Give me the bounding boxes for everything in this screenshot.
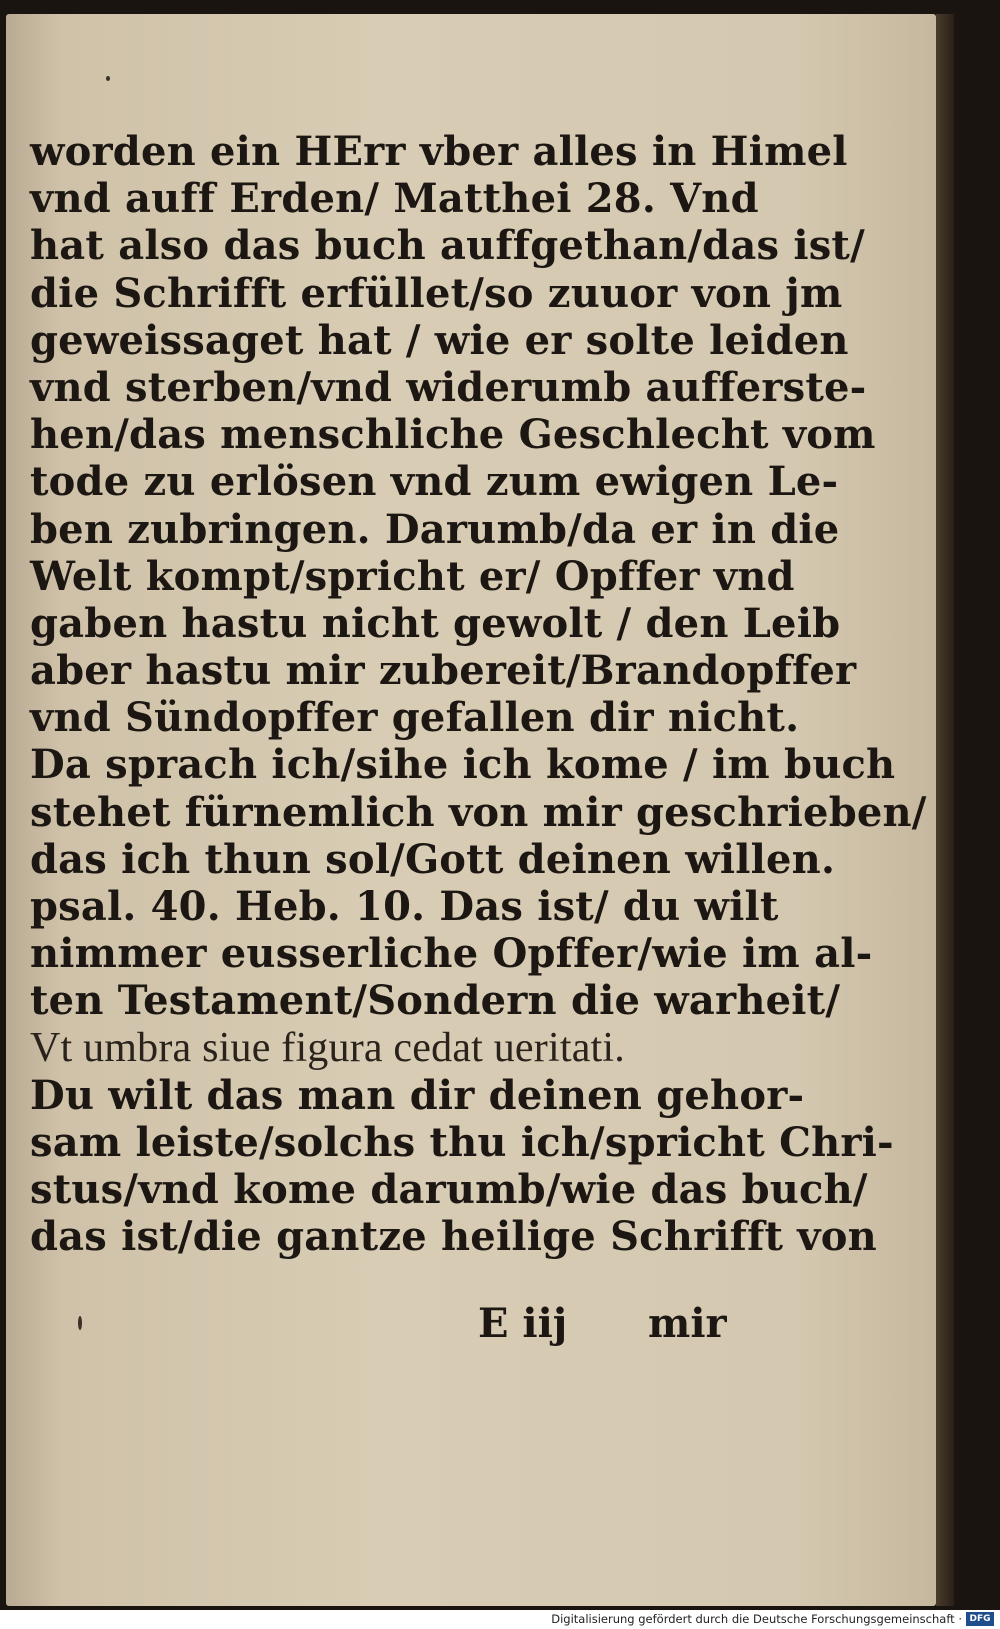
paper-speck [106, 76, 110, 81]
text-line: nimmer eusserliche Opffer/wie im al- [30, 930, 873, 978]
text-line: hat also das buch auffgethan/das ist/ [30, 222, 865, 270]
text-line: psal. 40. Heb. 10. Das ist/ du wilt [30, 883, 779, 930]
latin-line: Vt umbra siue figura cedat ueritati. [30, 1024, 625, 1071]
text-line: stus/vnd kome darumb/wie das buch/ [30, 1166, 868, 1214]
text-line: geweissaget hat / wie er solte leiden [30, 316, 849, 364]
text-line: aber hastu mir zubereit/Brandopffer [30, 647, 857, 695]
text-line: ten Testament/Sondern die warheit/ [30, 977, 841, 1025]
text-line: vnd Sündopffer gefallen dir nicht. [30, 694, 800, 742]
text-line: Welt kompt/spricht er/ Opffer vnd [30, 552, 795, 600]
page-edge [936, 14, 954, 1606]
text-line: ben zubringen. Darumb/da er in die [30, 505, 840, 553]
text-line: vnd auff Erden/ Matthei 28. Vnd [30, 175, 759, 223]
footer [0, 1610, 1000, 1629]
dfg-logo: DFG [966, 1612, 994, 1626]
signature-mark: E iij [478, 1300, 568, 1347]
text-line: gaben hastu nicht gewolt / den Leib [30, 599, 841, 647]
text-line: das ich thun sol/Gott deinen willen. [30, 835, 836, 883]
text-line: das ist/die gantze heilige Schrifft von [30, 1213, 877, 1261]
paper-speck [78, 1316, 82, 1330]
text-block [30, 128, 927, 1261]
text-line: Du wilt das man dir deinen gehor- [30, 1071, 805, 1119]
catchword: mir [648, 1300, 727, 1347]
text-line: vnd sterben/vnd widerumb aufferste- [30, 363, 867, 411]
text-line: sam leiste/solchs thu ich/spricht Chri- [30, 1118, 894, 1166]
footer-credit: Digitalisierung gefördert durch die Deutsche Forschungsgemeinschaft · [551, 1612, 962, 1626]
text-line: tode zu erlösen vnd zum ewigen Le- [30, 458, 839, 506]
text-line: Da sprach ich/sihe ich kome / im buch [30, 741, 896, 789]
text-line: worden ein HErr vber alles in Himel [30, 128, 848, 175]
text-line: hen/das menschliche Geschlecht vom [30, 411, 876, 459]
signature-row [478, 1300, 758, 1350]
text-line: stehet fürnemlich von mir geschrieben/ [30, 788, 927, 836]
text-line: die Schrifft erfüllet/so zuuor von jm [30, 269, 843, 317]
